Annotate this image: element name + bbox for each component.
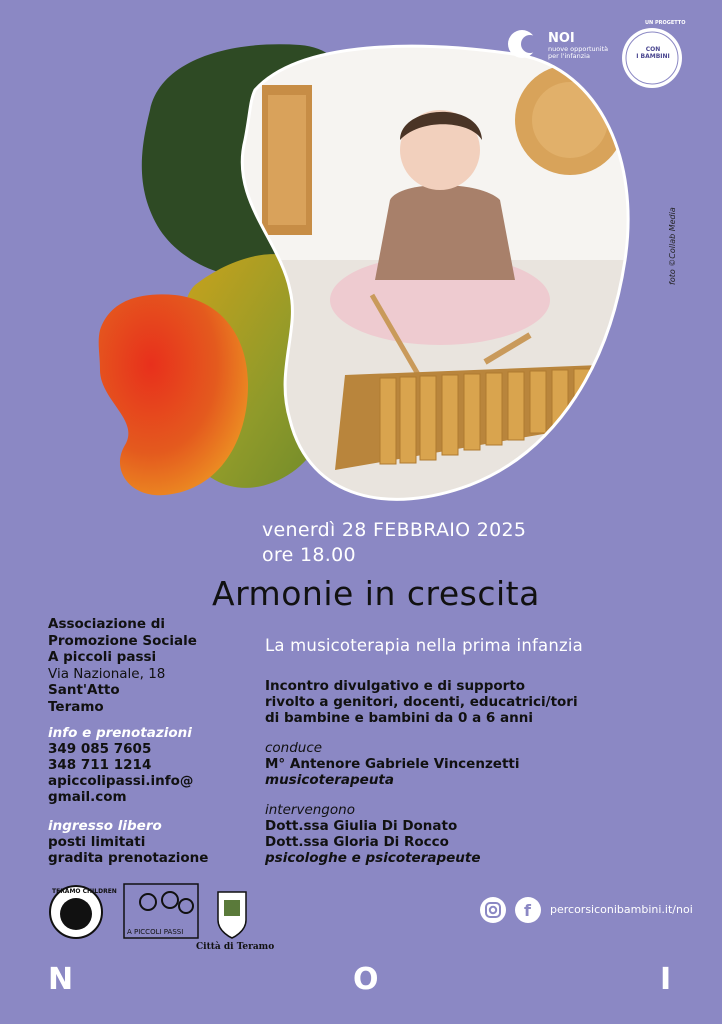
footer-letter-o: O bbox=[353, 962, 379, 997]
instagram-icon[interactable] bbox=[480, 897, 506, 923]
access-block bbox=[48, 818, 208, 866]
intervengono-name1: Dott.ssa Giulia Di Donato bbox=[265, 818, 458, 834]
description-line3: di bambine e bambini da 0 a 6 anni bbox=[265, 710, 533, 726]
event-subtitle: La musicoterapia nella prima infanzia bbox=[265, 636, 583, 655]
intervengono-role: psicologhe e psicoterapeute bbox=[265, 850, 481, 866]
email-line1[interactable]: apiccolipassi.info@ bbox=[48, 773, 194, 789]
city-of-teramo-text: Città di Teramo bbox=[196, 942, 275, 952]
email-line2[interactable]: gmail.com bbox=[48, 789, 127, 805]
organizer-line4: Via Nazionale, 18 bbox=[48, 665, 166, 682]
svg-text:f: f bbox=[524, 901, 531, 920]
access-line2: gradita prenotazione bbox=[48, 850, 209, 866]
organizer-line6: Teramo bbox=[48, 698, 104, 715]
phone-1[interactable]: 349 085 7605 bbox=[48, 741, 152, 757]
info-label: info e prenotazioni bbox=[48, 725, 192, 741]
noi-subtitle-line1: nuove opportunità bbox=[548, 45, 609, 53]
event-title: Armonie in crescita bbox=[212, 574, 540, 613]
organizer-block bbox=[48, 616, 197, 715]
photo-child-xylophone bbox=[240, 30, 640, 510]
access-line1: posti limitati bbox=[48, 834, 146, 850]
info-block bbox=[48, 725, 193, 805]
badge-line2: I BAMBINI bbox=[636, 53, 670, 60]
badge-line1: CON bbox=[645, 46, 661, 53]
intervengono-name2: Dott.ssa Gloria Di Rocco bbox=[265, 834, 449, 850]
noi-subtitle-line2: per l'infanzia bbox=[548, 52, 590, 60]
event-date: venerdì 28 FEBBRAIO 2025 bbox=[262, 519, 527, 541]
footer-letter-i: I bbox=[660, 962, 672, 997]
organizer-line3: A piccoli passi bbox=[48, 649, 157, 665]
teramo-children-text: TERAMO CHILDREN bbox=[52, 888, 117, 895]
city-of-teramo-crest-icon bbox=[218, 892, 246, 938]
access-label: ingresso libero bbox=[48, 818, 162, 834]
description-line1: Incontro divulgativo e di supporto bbox=[265, 678, 526, 694]
event-datetime bbox=[262, 518, 526, 568]
organizer-line5: Sant'Atto bbox=[48, 682, 120, 698]
conduce-label: conduce bbox=[265, 740, 323, 756]
footer-letter-n: N bbox=[48, 962, 74, 997]
website-link[interactable]: percorsiconibambini.it/noi bbox=[550, 903, 693, 916]
organizer-line2: Promozione Sociale bbox=[48, 632, 197, 649]
social-icons bbox=[480, 896, 546, 926]
noi-logo-subtitle bbox=[548, 46, 608, 60]
facebook-icon[interactable] bbox=[515, 897, 541, 923]
a-piccoli-passi-text: A PICCOLI PASSI bbox=[127, 928, 184, 936]
organizer-line1: Associazione di bbox=[48, 616, 166, 632]
photo-credit: foto ©Collab Media bbox=[668, 207, 677, 285]
description-line2: rivolto a genitori, docenti, educatrici/tori bbox=[265, 694, 578, 710]
con-i-bambini-badge-text bbox=[636, 46, 670, 60]
conduce-role: musicoterapeuta bbox=[265, 772, 394, 788]
description-block bbox=[265, 678, 578, 726]
noi-logo-text: NOI bbox=[548, 31, 575, 46]
badge-top-text: UN PROGETTO bbox=[645, 20, 686, 26]
event-time: ore 18.00 bbox=[262, 544, 356, 566]
noi-logo-icon bbox=[508, 30, 539, 58]
intervengono-block bbox=[265, 802, 481, 866]
intervengono-label: intervengono bbox=[265, 802, 355, 818]
conduce-name: M° Antenore Gabriele Vincenzetti bbox=[265, 756, 520, 772]
phone-2[interactable]: 348 711 1214 bbox=[48, 757, 152, 773]
conduce-block bbox=[265, 740, 520, 788]
